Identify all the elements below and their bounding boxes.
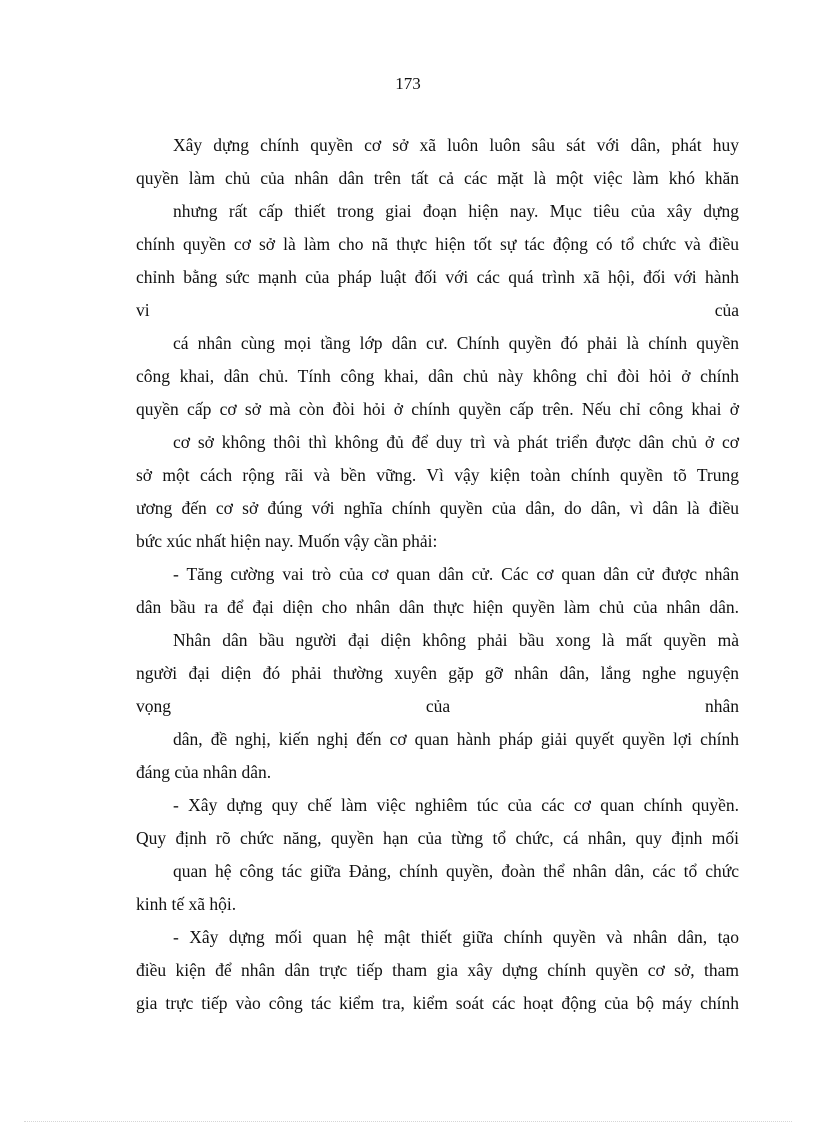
text-line: chính quyền cơ sở là làm cho nã thực hiện tốt sự tác động có tổ chức và điều (136, 234, 739, 254)
text-line: gia trực tiếp vào công tác kiểm tra, kiểm soát các hoạt động của bộ máy chính (136, 993, 739, 1013)
text-line: - Xây dựng quy chế làm việc nghiêm túc của các cơ quan chính quyền. (173, 795, 739, 815)
text-line: ương đến cơ sở đúng với nghĩa chính quyền của dân, do dân, vì dân là điều (136, 498, 739, 518)
text-line: đáng của nhân dân. (136, 762, 272, 782)
text-line: người đại diện đó phải thường xuyên gặp gỡ nhân dân, lắng nghe nguyện (136, 663, 739, 683)
text-line: vi của (136, 300, 739, 320)
text-line: quan hệ công tác giữa Đảng, chính quyền, đoàn thể nhân dân, các tổ chức (173, 861, 739, 881)
text-line: công khai, dân chủ. Tính công khai, dân chủ này không chỉ đòi hỏi ở chính (136, 366, 739, 386)
text-line: - Tăng cường vai trò của cơ quan dân cử. Các cơ quan dân cử được nhân (173, 564, 739, 584)
page-bottom-divider (24, 1121, 792, 1122)
text-line: kinh tế xã hội. (136, 894, 237, 914)
text-line: quyền làm chủ của nhân dân trên tất cả các mặt là một việc làm khó khăn (136, 168, 739, 188)
text-line: cá nhân cùng mọi tầng lớp dân cư. Chính quyền đó phải là chính quyền (173, 333, 739, 353)
text-line: dân, đề nghị, kiến nghị đến cơ quan hành pháp giải quyết quyền lợi chính (173, 729, 739, 749)
text-line: nhưng rất cấp thiết trong giai đoạn hiện nay. Mục tiêu của xây dựng (173, 201, 739, 221)
text-line: - Xây dựng mối quan hệ mật thiết giữa chính quyền và nhân dân, tạo (173, 927, 739, 947)
text-line: điều kiện để nhân dân trực tiếp tham gia xây dựng chính quyền cơ sở, tham (136, 960, 739, 980)
text-line: quyền cấp cơ sở mà còn đòi hỏi ở chính quyền cấp trên. Nếu chỉ công khai ở (136, 399, 739, 419)
text-line: bức xúc nhất hiện nay. Muốn vậy cần phải: (136, 531, 438, 551)
page-number: 173 (395, 74, 421, 93)
text-line: Nhân dân bầu người đại diện không phải bầu xong là mất quyền mà (173, 630, 739, 650)
text-line: cơ sở không thôi thì không đủ để duy trì và phát triển được dân chủ ở cơ (173, 432, 739, 452)
text-line: chỉnh bằng sức mạnh của pháp luật đối với các quá trình xã hội, đối với hành (136, 267, 739, 287)
text-line: Quy định rõ chức năng, quyền hạn của từng tổ chức, cá nhân, quy định mối (136, 828, 739, 848)
text-line: Xây dựng chính quyền cơ sở xã luôn luôn sâu sát với dân, phát huy (173, 135, 739, 155)
text-line: vọng của nhân (136, 696, 739, 716)
text-line: sở một cách rộng rãi và bền vững. Vì vậy kiện toàn chính quyền tõ Trung (136, 465, 739, 485)
text-line: dân bầu ra để đại diện cho nhân dân thực hiện quyền làm chủ của nhân dân. (136, 597, 739, 617)
